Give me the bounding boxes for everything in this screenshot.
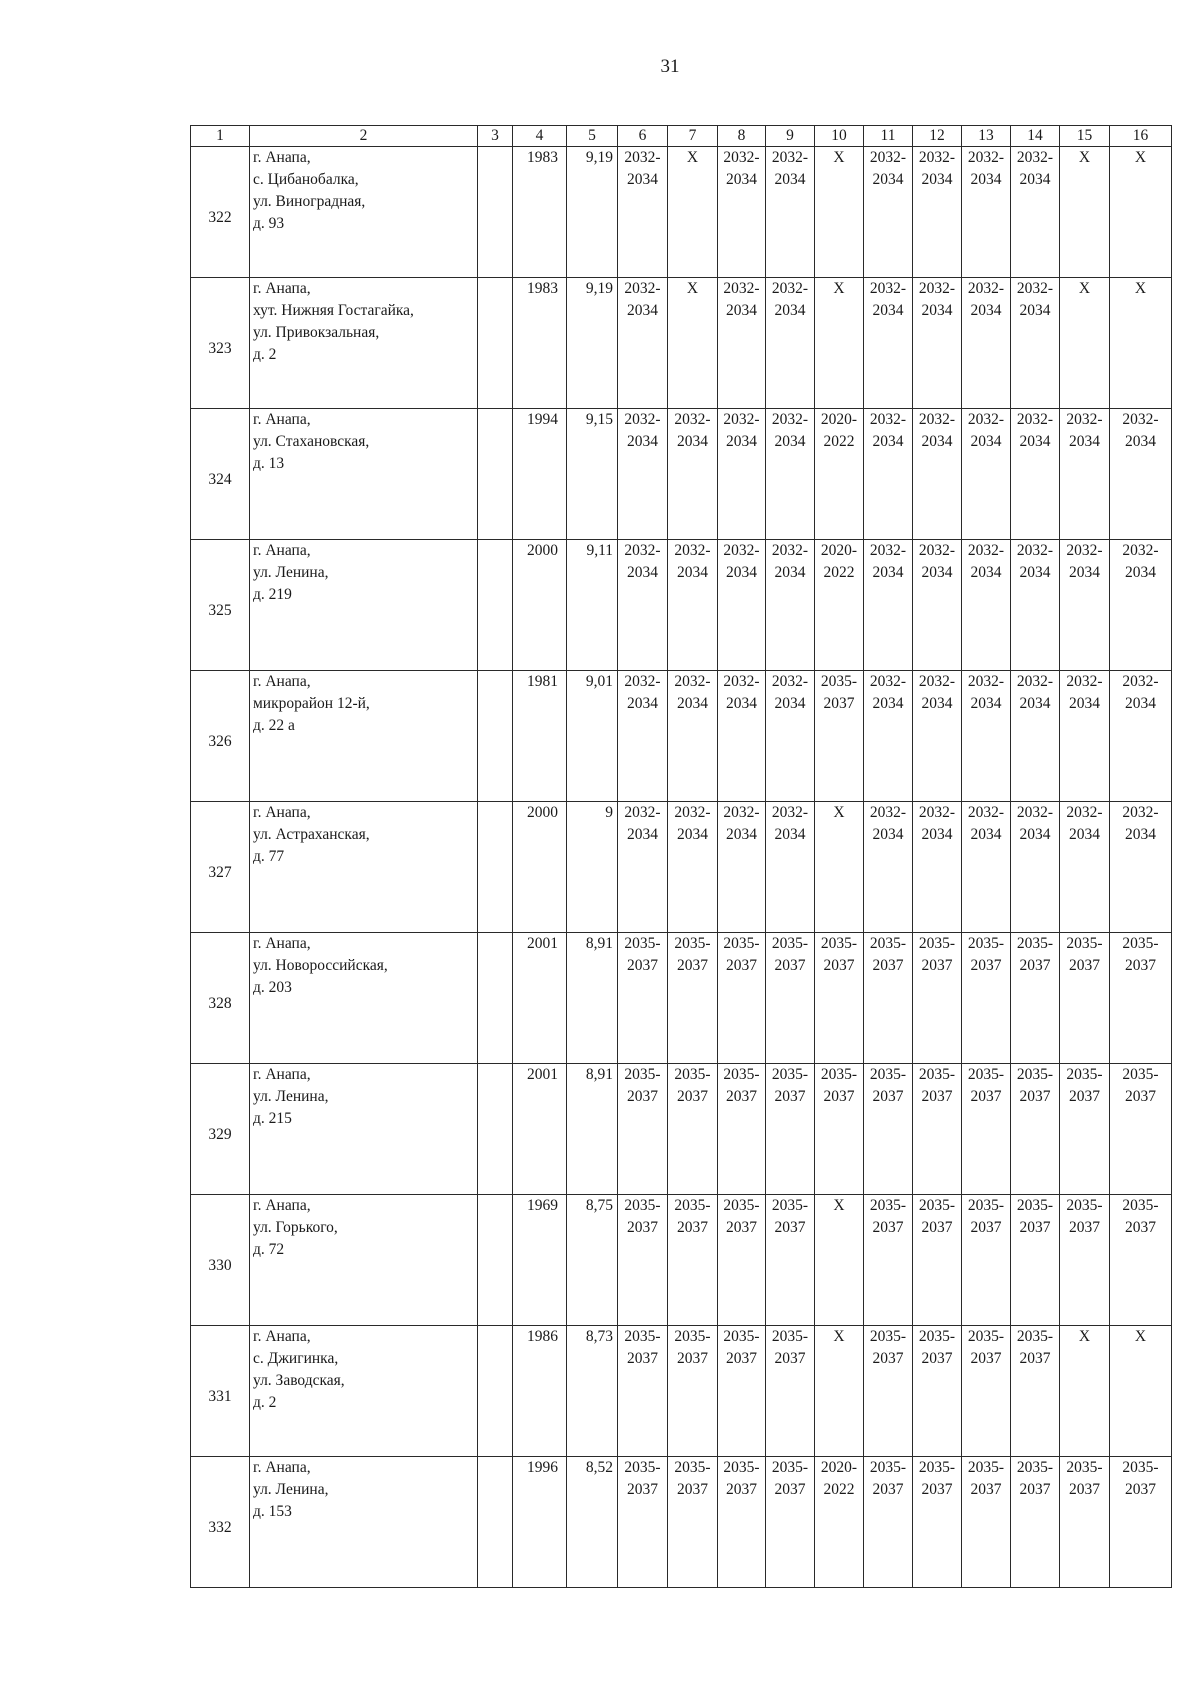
- period-cell: 2035- 2037: [962, 1457, 1011, 1588]
- address-cell: г. Анапа, ул. Ленина, д. 215: [250, 1064, 478, 1195]
- value-cell: 8,52: [567, 1457, 618, 1588]
- period-cell: 2032- 2034: [913, 278, 962, 409]
- address-cell: г. Анапа, ул. Астраханская, д. 77: [250, 802, 478, 933]
- period-cell: X: [668, 147, 718, 278]
- period-cell: 2035- 2037: [913, 1064, 962, 1195]
- period-cell: 2035- 2037: [766, 1064, 815, 1195]
- period-cell: 2020- 2022: [815, 409, 864, 540]
- column-3-cell: [478, 671, 513, 802]
- year-cell: 2000: [513, 802, 567, 933]
- table-row: [191, 147, 1172, 278]
- address-cell: г. Анапа, хут. Нижняя Гостагайка, ул. Привокзальная, д. 2: [250, 278, 478, 409]
- period-cell: X: [1110, 1326, 1172, 1457]
- column-header: 15: [1060, 126, 1110, 147]
- period-cell: 2035- 2037: [1011, 1195, 1060, 1326]
- period-cell: 2032- 2034: [1110, 540, 1172, 671]
- column-3-cell: [478, 1064, 513, 1195]
- period-cell: 2032- 2034: [1011, 409, 1060, 540]
- column-header: 13: [962, 126, 1011, 147]
- period-cell: 2032- 2034: [864, 802, 913, 933]
- period-cell: 2032- 2034: [962, 671, 1011, 802]
- column-3-cell: [478, 540, 513, 671]
- year-cell: 1969: [513, 1195, 567, 1326]
- period-cell: 2032- 2034: [864, 409, 913, 540]
- period-cell: X: [668, 278, 718, 409]
- period-cell: 2032- 2034: [1011, 802, 1060, 933]
- period-cell: 2032- 2034: [668, 540, 718, 671]
- period-cell: X: [815, 147, 864, 278]
- period-cell: 2032- 2034: [1011, 147, 1060, 278]
- table-row: [191, 802, 1172, 933]
- period-cell: 2032- 2034: [618, 278, 668, 409]
- period-cell: 2035- 2037: [1060, 1457, 1110, 1588]
- column-header: 3: [478, 126, 513, 147]
- period-cell: X: [815, 1195, 864, 1326]
- column-header: 2: [250, 126, 478, 147]
- column-header: 12: [913, 126, 962, 147]
- year-cell: 1983: [513, 147, 567, 278]
- period-cell: 2032- 2034: [668, 671, 718, 802]
- period-cell: X: [1060, 278, 1110, 409]
- year-cell: 1994: [513, 409, 567, 540]
- period-cell: 2032- 2034: [1011, 278, 1060, 409]
- column-3-cell: [478, 1195, 513, 1326]
- period-cell: 2032- 2034: [962, 147, 1011, 278]
- period-cell: 2032- 2034: [1110, 409, 1172, 540]
- period-cell: 2032- 2034: [618, 540, 668, 671]
- period-cell: 2032- 2034: [718, 147, 766, 278]
- period-cell: 2035- 2037: [864, 1064, 913, 1195]
- value-cell: 9: [567, 802, 618, 933]
- period-cell: 2032- 2034: [913, 147, 962, 278]
- period-cell: 2032- 2034: [718, 278, 766, 409]
- period-cell: 2035- 2037: [1060, 1064, 1110, 1195]
- period-cell: 2032- 2034: [766, 802, 815, 933]
- address-cell: г. Анапа, ул. Новороссийская, д. 203: [250, 933, 478, 1064]
- period-cell: 2035- 2037: [962, 1195, 1011, 1326]
- table-row: [191, 671, 1172, 802]
- period-cell: 2035- 2037: [618, 1195, 668, 1326]
- period-cell: 2035- 2037: [962, 1326, 1011, 1457]
- period-cell: 2035- 2037: [618, 1457, 668, 1588]
- row-number: 330: [191, 1195, 250, 1326]
- row-number: 326: [191, 671, 250, 802]
- period-cell: 2032- 2034: [668, 802, 718, 933]
- value-cell: 8,91: [567, 1064, 618, 1195]
- address-cell: г. Анапа, ул. Горького, д. 72: [250, 1195, 478, 1326]
- column-header: 8: [718, 126, 766, 147]
- row-number: 324: [191, 409, 250, 540]
- year-cell: 2000: [513, 540, 567, 671]
- period-cell: 2035- 2037: [718, 1457, 766, 1588]
- period-cell: 2032- 2034: [962, 540, 1011, 671]
- period-cell: 2032- 2034: [962, 802, 1011, 933]
- value-cell: 9,11: [567, 540, 618, 671]
- period-cell: 2035- 2037: [1011, 1457, 1060, 1588]
- year-cell: 2001: [513, 933, 567, 1064]
- column-header: 9: [766, 126, 815, 147]
- row-number: 329: [191, 1064, 250, 1195]
- period-cell: 2032- 2034: [718, 409, 766, 540]
- period-cell: 2035- 2037: [815, 1064, 864, 1195]
- period-cell: 2032- 2034: [618, 802, 668, 933]
- period-cell: 2035- 2037: [815, 671, 864, 802]
- period-cell: 2032- 2034: [1060, 671, 1110, 802]
- period-cell: 2032- 2034: [766, 409, 815, 540]
- value-cell: 9,19: [567, 147, 618, 278]
- column-3-cell: [478, 278, 513, 409]
- table-body: [191, 147, 1172, 1588]
- period-cell: 2032- 2034: [913, 409, 962, 540]
- row-number: 328: [191, 933, 250, 1064]
- period-cell: 2035- 2037: [1110, 1457, 1172, 1588]
- period-cell: 2035- 2037: [668, 933, 718, 1064]
- period-cell: 2035- 2037: [815, 933, 864, 1064]
- period-cell: 2032- 2034: [766, 147, 815, 278]
- period-cell: 2032- 2034: [1011, 671, 1060, 802]
- period-cell: 2032- 2034: [618, 147, 668, 278]
- value-cell: 8,73: [567, 1326, 618, 1457]
- row-number: 331: [191, 1326, 250, 1457]
- period-cell: 2032- 2034: [1060, 409, 1110, 540]
- year-cell: 2001: [513, 1064, 567, 1195]
- period-cell: X: [815, 278, 864, 409]
- period-cell: 2035- 2037: [668, 1195, 718, 1326]
- period-cell: 2035- 2037: [1110, 1195, 1172, 1326]
- period-cell: 2032- 2034: [962, 409, 1011, 540]
- column-3-cell: [478, 933, 513, 1064]
- row-number: 332: [191, 1457, 250, 1588]
- year-cell: 1986: [513, 1326, 567, 1457]
- address-cell: г. Анапа, с. Джигинка, ул. Заводская, д. 2: [250, 1326, 478, 1457]
- period-cell: X: [1110, 278, 1172, 409]
- column-header: 6: [618, 126, 668, 147]
- value-cell: 9,01: [567, 671, 618, 802]
- value-cell: 8,75: [567, 1195, 618, 1326]
- table-row: [191, 409, 1172, 540]
- period-cell: X: [1110, 147, 1172, 278]
- period-cell: 2035- 2037: [864, 1195, 913, 1326]
- period-cell: 2035- 2037: [618, 933, 668, 1064]
- address-cell: г. Анапа, микрорайон 12-й, д. 22 а: [250, 671, 478, 802]
- value-cell: 8,91: [567, 933, 618, 1064]
- address-cell: г. Анапа, с. Цибанобалка, ул. Виноградная, д. 93: [250, 147, 478, 278]
- period-cell: 2035- 2037: [913, 933, 962, 1064]
- table-row: [191, 1326, 1172, 1457]
- period-cell: 2035- 2037: [864, 1326, 913, 1457]
- row-number: 323: [191, 278, 250, 409]
- column-3-cell: [478, 409, 513, 540]
- column-header: 14: [1011, 126, 1060, 147]
- year-cell: 1981: [513, 671, 567, 802]
- period-cell: 2032- 2034: [1011, 540, 1060, 671]
- period-cell: 2035- 2037: [1011, 933, 1060, 1064]
- period-cell: 2035- 2037: [1011, 1326, 1060, 1457]
- column-header: 11: [864, 126, 913, 147]
- period-cell: 2035- 2037: [864, 1457, 913, 1588]
- period-cell: 2035- 2037: [1110, 933, 1172, 1064]
- column-header: 7: [668, 126, 718, 147]
- period-cell: 2035- 2037: [1011, 1064, 1060, 1195]
- column-3-cell: [478, 1326, 513, 1457]
- period-cell: 2035- 2037: [718, 1326, 766, 1457]
- period-cell: 2032- 2034: [766, 278, 815, 409]
- address-cell: г. Анапа, ул. Ленина, д. 153: [250, 1457, 478, 1588]
- column-3-cell: [478, 802, 513, 933]
- address-cell: г. Анапа, ул. Стахановская, д. 13: [250, 409, 478, 540]
- period-cell: 2035- 2037: [962, 933, 1011, 1064]
- table-header-row: [191, 126, 1172, 147]
- period-cell: 2032- 2034: [618, 409, 668, 540]
- period-cell: 2032- 2034: [766, 540, 815, 671]
- period-cell: 2035- 2037: [766, 1195, 815, 1326]
- period-cell: 2035- 2037: [913, 1457, 962, 1588]
- period-cell: 2032- 2034: [864, 147, 913, 278]
- table-row: [191, 1064, 1172, 1195]
- period-cell: 2032- 2034: [718, 802, 766, 933]
- period-cell: 2032- 2034: [1110, 802, 1172, 933]
- period-cell: 2032- 2034: [618, 671, 668, 802]
- column-header: 5: [567, 126, 618, 147]
- period-cell: 2032- 2034: [1060, 802, 1110, 933]
- period-cell: 2035- 2037: [913, 1326, 962, 1457]
- period-cell: 2035- 2037: [913, 1195, 962, 1326]
- period-cell: 2035- 2037: [1110, 1064, 1172, 1195]
- row-number: 327: [191, 802, 250, 933]
- year-cell: 1983: [513, 278, 567, 409]
- period-cell: 2035- 2037: [766, 1457, 815, 1588]
- address-cell: г. Анапа, ул. Ленина, д. 219: [250, 540, 478, 671]
- period-cell: X: [815, 802, 864, 933]
- period-cell: 2035- 2037: [668, 1326, 718, 1457]
- period-cell: 2032- 2034: [864, 540, 913, 671]
- period-cell: 2032- 2034: [766, 671, 815, 802]
- period-cell: 2035- 2037: [1060, 933, 1110, 1064]
- column-3-cell: [478, 1457, 513, 1588]
- page-number: 31: [660, 56, 680, 77]
- data-table: [190, 125, 1172, 1588]
- period-cell: 2032- 2034: [913, 802, 962, 933]
- table-row: [191, 933, 1172, 1064]
- value-cell: 9,15: [567, 409, 618, 540]
- column-header: 16: [1110, 126, 1172, 147]
- period-cell: 2035- 2037: [668, 1064, 718, 1195]
- period-cell: 2032- 2034: [864, 278, 913, 409]
- column-header: 10: [815, 126, 864, 147]
- row-number: 322: [191, 147, 250, 278]
- table-row: [191, 540, 1172, 671]
- period-cell: 2035- 2037: [618, 1326, 668, 1457]
- table-row: [191, 1195, 1172, 1326]
- period-cell: X: [1060, 147, 1110, 278]
- period-cell: 2032- 2034: [913, 540, 962, 671]
- period-cell: 2032- 2034: [668, 409, 718, 540]
- value-cell: 9,19: [567, 278, 618, 409]
- period-cell: 2035- 2037: [718, 1195, 766, 1326]
- period-cell: 2032- 2034: [962, 278, 1011, 409]
- period-cell: 2020- 2022: [815, 540, 864, 671]
- period-cell: 2032- 2034: [1060, 540, 1110, 671]
- period-cell: 2035- 2037: [864, 933, 913, 1064]
- period-cell: X: [1060, 1326, 1110, 1457]
- period-cell: 2035- 2037: [766, 1326, 815, 1457]
- table-row: [191, 1457, 1172, 1588]
- period-cell: 2035- 2037: [618, 1064, 668, 1195]
- column-header: 1: [191, 126, 250, 147]
- period-cell: 2032- 2034: [913, 671, 962, 802]
- period-cell: 2020- 2022: [815, 1457, 864, 1588]
- period-cell: 2035- 2037: [1060, 1195, 1110, 1326]
- period-cell: 2035- 2037: [766, 933, 815, 1064]
- period-cell: 2035- 2037: [668, 1457, 718, 1588]
- column-header: 4: [513, 126, 567, 147]
- period-cell: 2035- 2037: [718, 1064, 766, 1195]
- period-cell: 2035- 2037: [718, 933, 766, 1064]
- period-cell: 2032- 2034: [1110, 671, 1172, 802]
- period-cell: 2032- 2034: [718, 540, 766, 671]
- period-cell: 2035- 2037: [962, 1064, 1011, 1195]
- row-number: 325: [191, 540, 250, 671]
- period-cell: 2032- 2034: [718, 671, 766, 802]
- table-row: [191, 278, 1172, 409]
- column-3-cell: [478, 147, 513, 278]
- period-cell: 2032- 2034: [864, 671, 913, 802]
- year-cell: 1996: [513, 1457, 567, 1588]
- period-cell: X: [815, 1326, 864, 1457]
